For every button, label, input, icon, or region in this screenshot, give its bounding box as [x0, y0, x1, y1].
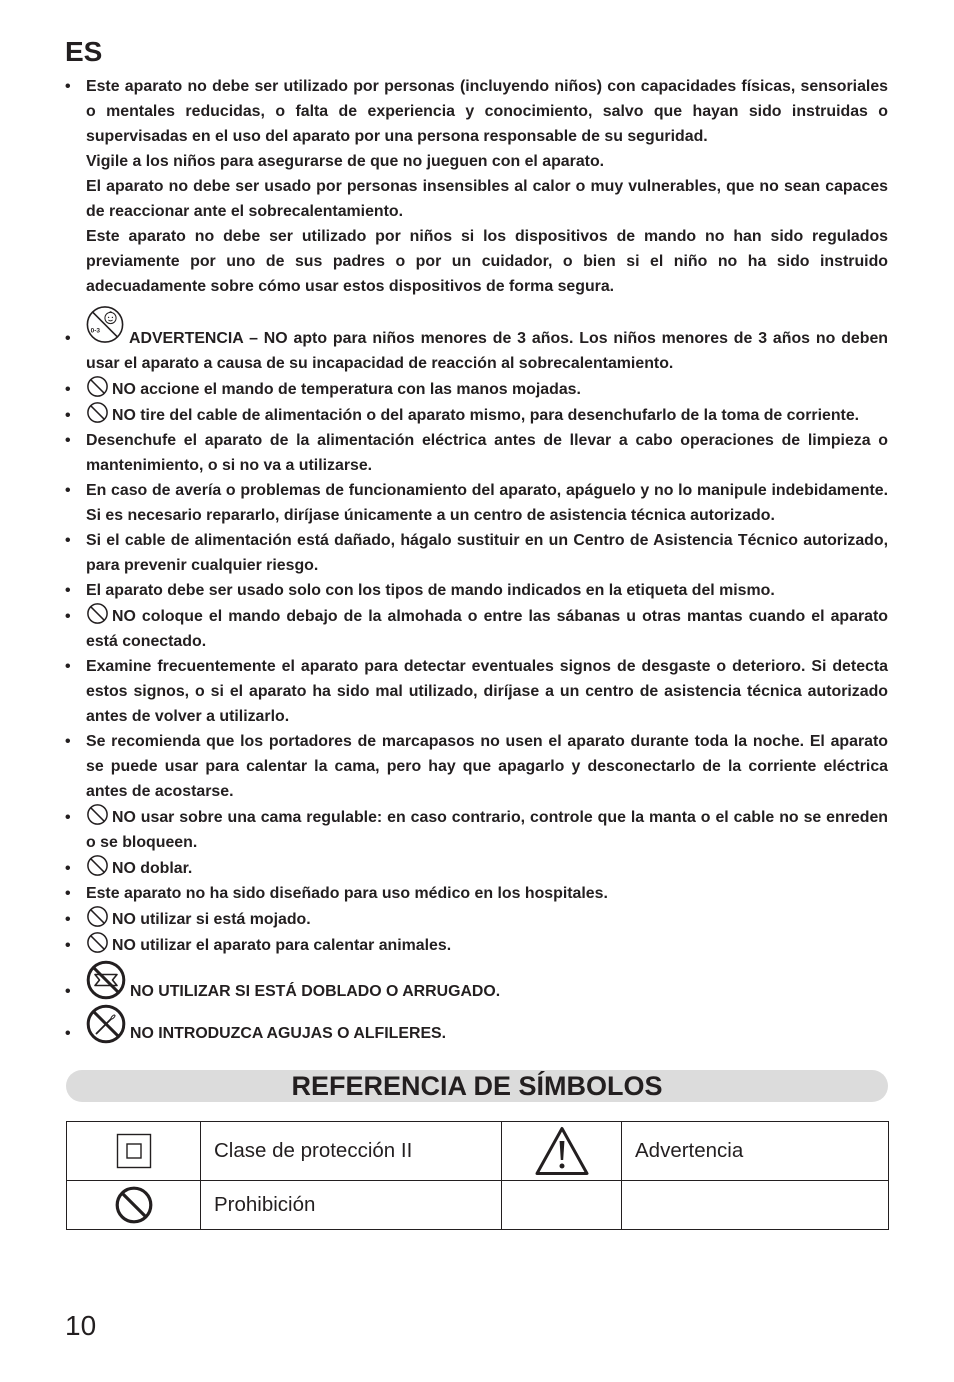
age-range-label: 0-3 — [90, 327, 101, 335]
bullet: • — [65, 482, 71, 499]
item-text: El aparato no debe ser usado por personas insensibles al calor o muy vulnerables, que no sean capaces de reaccionar ante el sobrecalentamiento. — [86, 178, 888, 220]
item-paragraph — [65, 224, 888, 299]
item-paragraph — [65, 729, 888, 804]
item-text: NO usar sobre una cama regulable: en caso contrario, controle que la manta o el cable no se enreden o se bloqueen. — [86, 809, 888, 851]
symbol-cell — [67, 1122, 201, 1181]
age-restriction-icon — [86, 305, 124, 344]
bullet: • — [65, 432, 71, 449]
bullet: • — [65, 582, 71, 599]
list-item — [65, 603, 888, 654]
item-paragraph — [65, 654, 888, 729]
bullet: • — [65, 911, 71, 928]
bullet: • — [65, 532, 71, 549]
bullet: • — [65, 1025, 71, 1042]
symbols-heading: REFERENCIA DE SÍMBOLOS — [66, 1070, 888, 1102]
item-text: NO INTRODUZCA AGUJAS O ALFILERES. — [130, 1025, 447, 1042]
bullet: • — [65, 381, 71, 398]
item-text: NO utilizar el aparato para calentar animales. — [112, 937, 452, 954]
symbol-cell — [67, 1181, 201, 1230]
no-folding-icon — [86, 960, 126, 1000]
item-text: NO coloque el mando debajo de la almohada o entre las sábanas u otras mantas cuando el aparato está conectado. — [86, 608, 888, 650]
list-item — [65, 1004, 888, 1046]
item-text: El aparato debe ser usado solo con los tipos de mando indicados en la etiqueta del mismo. — [86, 582, 775, 599]
item-text: Examine frecuentemente el aparato para detectar eventuales signos de desgaste o deterioro. Si detecta estos signos, o si el aparato ha sido mal utilizado, diríjase a un centro de asistencia técnica autorizado antes de volver a utilizarlo. — [86, 658, 888, 725]
prohibition-icon — [115, 1186, 153, 1224]
item-text: NO accione el mando de temperatura con las manos mojadas. — [112, 381, 581, 398]
list-item — [65, 528, 888, 578]
item-paragraph — [65, 578, 888, 603]
item-paragraph — [65, 428, 888, 478]
item-paragraph — [65, 402, 888, 428]
item-text: Si el cable de alimentación está dañado, hágalo sustituir en un Centro de Asistencia Técnico autorizado, para prevenir cualquier riesgo. — [86, 532, 888, 574]
item-text: Este aparato no debe ser utilizado por personas (incluyendo niños) con capacidades físicas, sensoriales o mentales reducidas, o falta de experiencia y conocimiento, salvo que hayan sido instruidas o supervisadas en el uso del aparato por una persona responsable de su seguridad. — [86, 78, 888, 145]
item-paragraph — [65, 932, 888, 958]
bullet: • — [65, 809, 71, 826]
item-text: Este aparato no ha sido diseñado para uso médico en los hospitales. — [86, 885, 608, 902]
list-item — [65, 428, 888, 478]
item-paragraph — [65, 603, 888, 654]
list-item — [65, 402, 888, 428]
prohibition-icon — [87, 402, 108, 423]
empty-cell — [622, 1181, 889, 1230]
item-text: En caso de avería o problemas de funcionamiento del aparato, apáguelo y no lo manipule indebidamente. Si es necesario repararlo, diríjase únicamente a un centro de asistencia técnica autorizado. — [86, 482, 888, 524]
list-item — [65, 932, 888, 958]
item-text: NO utilizar si está mojado. — [112, 911, 311, 928]
list-item — [65, 376, 888, 402]
item-paragraph — [65, 149, 888, 174]
symbols-table — [66, 1121, 889, 1230]
bullet: • — [65, 937, 71, 954]
item-text: ADVERTENCIA – NO apto para niños menores de 3 años. Los niños menores de 3 años no deben usar el aparato a causa de su incapacidad de reacción al sobrecalentamiento. — [86, 330, 888, 372]
list-item — [65, 881, 888, 906]
symbol-description: Clase de protección II — [201, 1122, 502, 1181]
warning-triangle-icon — [534, 1125, 590, 1177]
item-paragraph — [65, 174, 888, 224]
table-row — [67, 1181, 889, 1230]
bullet: • — [65, 658, 71, 675]
symbol-cell — [502, 1122, 622, 1181]
list-item — [65, 960, 888, 1004]
item-paragraph — [65, 478, 888, 528]
list-item — [65, 478, 888, 528]
bullet: • — [65, 608, 71, 625]
bullet: • — [65, 885, 71, 902]
list-item — [65, 906, 888, 932]
item-paragraph — [65, 305, 888, 376]
bullet: • — [65, 733, 71, 750]
item-text: Vigile a los niños para asegurarse de que no jueguen con el aparato. — [86, 153, 605, 170]
empty-cell — [502, 1181, 622, 1230]
list-item — [65, 804, 888, 855]
item-paragraph — [65, 804, 888, 855]
list-item — [65, 855, 888, 881]
item-text: NO doblar. — [112, 860, 193, 877]
symbol-description: Advertencia — [622, 1122, 889, 1181]
no-needles-icon — [86, 1004, 126, 1044]
item-text: Se recomienda que los portadores de marcapasos no usen el aparato durante toda la noche. El aparato se puede usar para calentar la cama, pero hay que apagarlo y desconectarlo de la corriente eléctrica antes de acostarse. — [86, 733, 888, 800]
safety-instructions — [65, 74, 888, 1230]
item-paragraph — [65, 376, 888, 402]
item-paragraph — [65, 528, 888, 578]
symbol-description: Prohibición — [201, 1181, 502, 1230]
bullet: • — [65, 983, 71, 1000]
item-paragraph — [65, 960, 888, 1004]
list-item — [65, 729, 888, 804]
bullet: • — [65, 860, 71, 877]
bullet: • — [65, 78, 71, 95]
item-paragraph — [65, 1004, 888, 1046]
bullet: • — [65, 330, 71, 347]
item-text: Desenchufe el aparato de la alimentación eléctrica antes de llevar a cabo operaciones de limpieza o mantenimiento, o si no va a utilizarse. — [86, 432, 888, 474]
item-text: NO tire del cable de alimentación o del aparato mismo, para desenchufarlo de la toma de corriente. — [112, 407, 860, 424]
list-item — [65, 74, 888, 299]
list-item — [65, 654, 888, 729]
bullet: • — [65, 407, 71, 424]
prohibition-icon — [87, 906, 108, 927]
prohibition-icon — [87, 804, 108, 825]
prohibition-icon — [87, 932, 108, 953]
item-text: Este aparato no debe ser utilizado por niños si los dispositivos de mando no han sido regulados previamente por uno de sus padres o por un cuidador, o bien si el niño no ha sido instruido adecuadamente sobre cómo usar estos dispositivos de forma segura. — [86, 228, 888, 295]
language-code: ES — [65, 36, 103, 67]
list-item — [65, 305, 888, 376]
prohibition-icon — [87, 603, 108, 624]
prohibition-icon — [87, 855, 108, 876]
page-number: 10 — [65, 1310, 97, 1341]
table-row — [67, 1122, 889, 1181]
item-paragraph — [65, 74, 888, 149]
class-ii-protection-icon — [116, 1133, 152, 1169]
item-paragraph — [65, 906, 888, 932]
item-paragraph — [65, 855, 888, 881]
prohibition-icon — [87, 376, 108, 397]
item-paragraph — [65, 881, 888, 906]
item-text: NO UTILIZAR SI ESTÁ DOBLADO O ARRUGADO. — [130, 983, 501, 1000]
list-item — [65, 578, 888, 603]
